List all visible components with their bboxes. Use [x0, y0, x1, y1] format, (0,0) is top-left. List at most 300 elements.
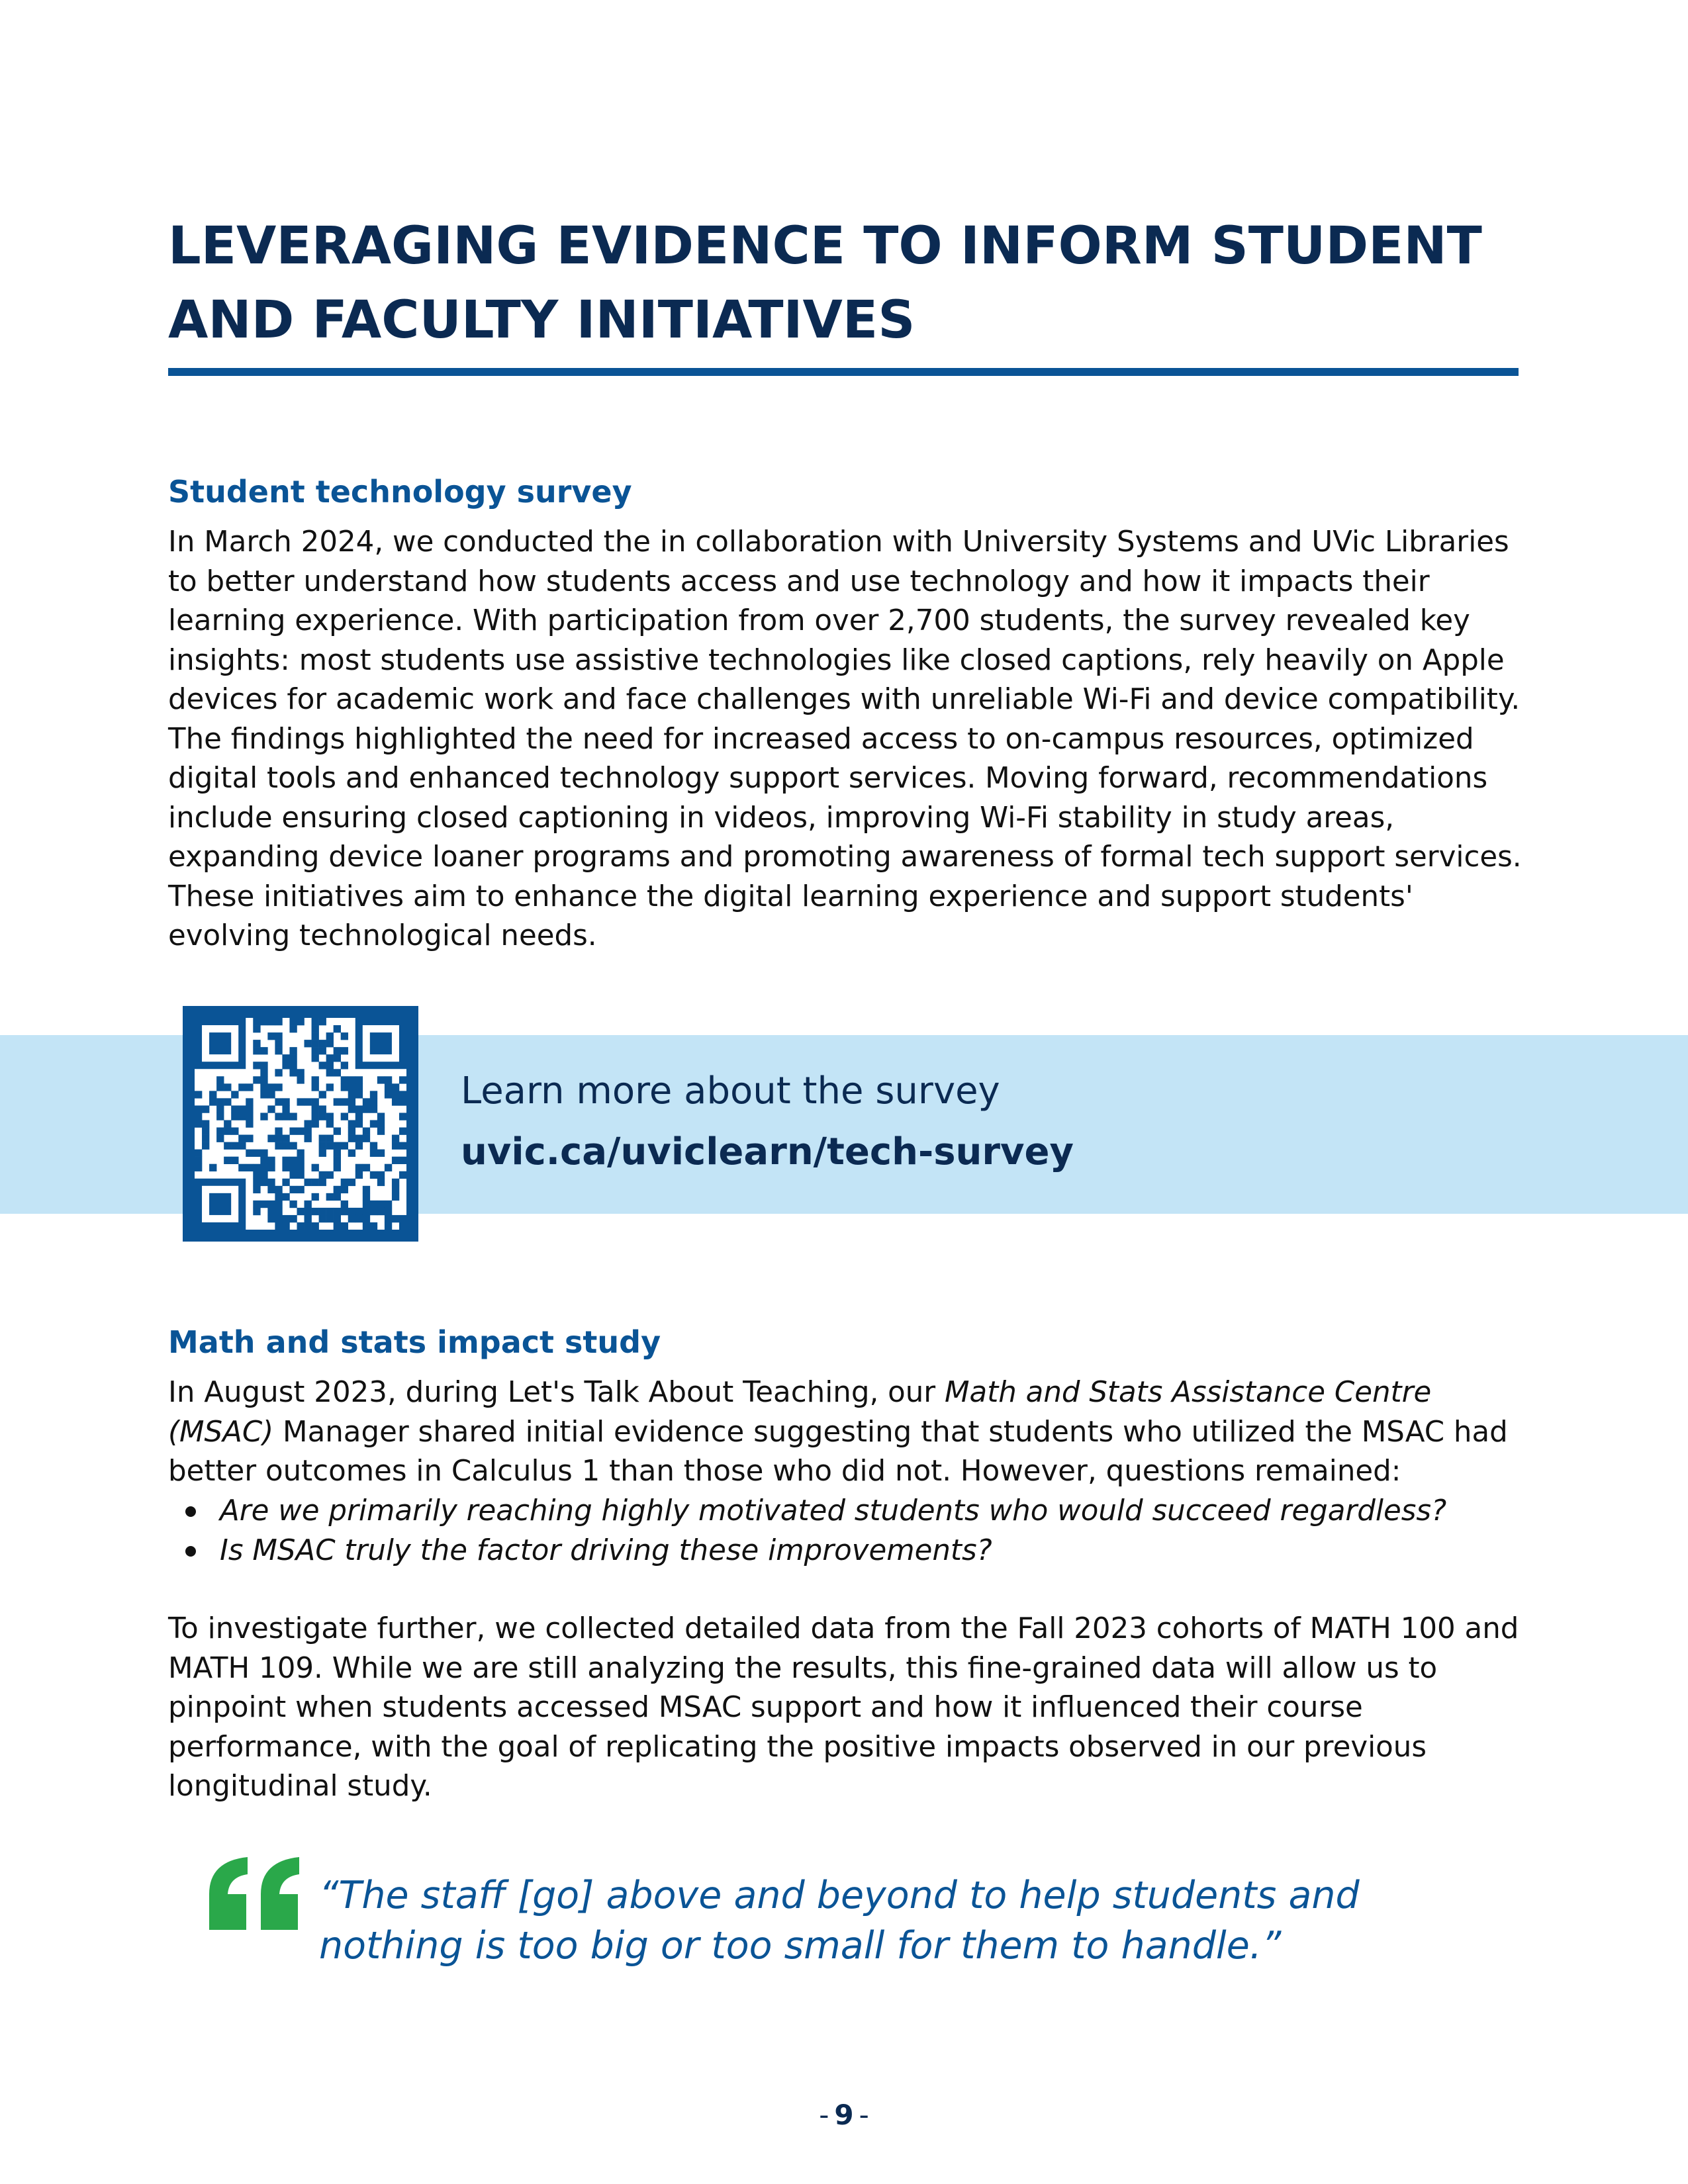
qr-module	[312, 1076, 319, 1083]
qr-module	[195, 1105, 202, 1113]
qr-module	[305, 1222, 312, 1230]
qr-module	[370, 1201, 377, 1208]
qr-module	[246, 1120, 253, 1127]
qr-module	[326, 1171, 334, 1179]
qr-module	[334, 1150, 341, 1157]
qr-module	[334, 1047, 341, 1054]
qr-module	[319, 1113, 326, 1120]
qr-module	[260, 1083, 267, 1091]
qr-module	[267, 1091, 275, 1098]
qr-module	[231, 1113, 238, 1120]
qr-module	[363, 1193, 370, 1201]
qr-module	[392, 1142, 399, 1150]
qr-module	[312, 1105, 319, 1113]
qr-module	[312, 1083, 319, 1091]
qr-module	[355, 1164, 363, 1171]
qr-module	[297, 1164, 304, 1171]
qr-module	[363, 1186, 370, 1193]
qr-module	[275, 1142, 282, 1150]
qr-module	[305, 1098, 312, 1105]
qr-module	[282, 1113, 289, 1120]
qr-module	[231, 1142, 238, 1150]
qr-module	[267, 1215, 275, 1222]
qr-module	[224, 1157, 231, 1164]
qr-module	[334, 1054, 341, 1062]
qr-module	[297, 1208, 304, 1215]
qr-module	[377, 1128, 385, 1135]
qr-module	[341, 1179, 348, 1186]
qr-module	[282, 1164, 289, 1171]
question-text: Are we primarily reaching highly motivated students who would succeed regardless?	[220, 1494, 1447, 1527]
qr-module	[305, 1120, 312, 1127]
qr-module	[334, 1142, 341, 1150]
qr-module	[392, 1098, 399, 1105]
qr-module	[355, 1171, 363, 1179]
qr-module	[238, 1113, 246, 1120]
qr-module	[326, 1113, 334, 1120]
qr-module	[399, 1157, 406, 1164]
qr-module	[399, 1171, 406, 1179]
qr-module	[385, 1201, 392, 1208]
qr-module	[348, 1105, 355, 1113]
qr-module	[377, 1208, 385, 1215]
bullet-icon	[185, 1506, 196, 1517]
callout-label: Learn more about the survey	[461, 1069, 1000, 1113]
qr-module	[282, 1098, 289, 1105]
qr-module	[224, 1128, 231, 1135]
qr-module	[326, 1032, 334, 1040]
qr-module	[224, 1120, 231, 1127]
qr-module	[267, 1179, 275, 1186]
qr-module	[246, 1150, 253, 1157]
qr-module	[399, 1222, 406, 1230]
qr-module	[319, 1135, 326, 1142]
qr-module	[334, 1208, 341, 1215]
testimonial-quote: “The staff [go] above and beyond to help students and nothing is too big or too small for them to handle.”	[319, 1874, 1360, 1968]
qr-module	[312, 1193, 319, 1201]
qr-module	[238, 1164, 246, 1171]
section-heading-tech-survey: Student technology survey	[168, 474, 632, 510]
qr-module	[341, 1032, 348, 1040]
qr-module	[289, 1164, 297, 1171]
qr-module	[355, 1142, 363, 1150]
qr-module	[238, 1135, 246, 1142]
qr-module	[289, 1047, 297, 1054]
qr-module	[275, 1201, 282, 1208]
qr-code-graphic	[195, 1018, 406, 1230]
qr-module	[319, 1142, 326, 1150]
qr-module	[312, 1040, 319, 1047]
qr-module	[341, 1201, 348, 1208]
qr-module	[275, 1018, 282, 1025]
qr-module	[385, 1076, 392, 1083]
qr-module	[370, 1142, 377, 1150]
qr-module	[312, 1113, 319, 1120]
qr-module	[326, 1054, 334, 1062]
qr-module	[253, 1186, 260, 1193]
qr-module	[231, 1128, 238, 1135]
qr-module	[297, 1157, 304, 1164]
qr-module	[216, 1083, 224, 1091]
qr-module	[392, 1157, 399, 1164]
qr-module	[305, 1201, 312, 1208]
qr-module	[289, 1018, 297, 1025]
qr-module	[385, 1091, 392, 1098]
qr-module	[275, 1113, 282, 1120]
qr-module	[370, 1091, 377, 1098]
qr-module	[260, 1076, 267, 1083]
page-title-line-2: AND FACULTY INITIATIVES	[168, 291, 915, 350]
qr-module	[370, 1222, 377, 1230]
qr-module	[289, 1171, 297, 1179]
question-text: Is MSAC truly the factor driving these improvements?	[220, 1533, 992, 1567]
qr-module	[260, 1069, 267, 1076]
qr-module	[282, 1135, 289, 1142]
qr-module	[267, 1105, 275, 1113]
qr-module	[202, 1120, 209, 1127]
qr-module	[253, 1047, 260, 1054]
qr-module	[260, 1091, 267, 1098]
qr-module	[341, 1142, 348, 1150]
qr-module	[289, 1054, 297, 1062]
qr-module	[363, 1135, 370, 1142]
qr-module	[334, 1222, 341, 1230]
qr-module	[312, 1054, 319, 1062]
qr-module	[246, 1164, 253, 1171]
qr-module	[297, 1098, 304, 1105]
qr-module	[392, 1091, 399, 1098]
qr-module	[385, 1222, 392, 1230]
qr-module	[326, 1069, 334, 1076]
qr-module	[326, 1083, 334, 1091]
page-number-dash-left: -	[819, 2099, 829, 2131]
tech-survey-paragraph: In March 2024, we conducted the in collaboration with University Systems and UVic Libraries to better understand how students access and use technology and how it impacts their learning experience. With participation from over 2,700 students, the survey revealed key insights: most students use assistive technologies like closed captions, rely heavily on Apple devices for academic work and face challenges with unreliable Wi-Fi and device compatibility. The findings highlighted the need for increased access to on-campus resources, optimized digital tools and enhanced technology support services. Moving forward, recommendations include ensuring closed captioning in videos, improving Wi-Fi stability in study areas, expanding device loaner programs and promoting awareness of formal tech support services. These initiatives aim to enhance the digital learning experience and support students' evolving technological needs.	[168, 525, 1522, 952]
qr-module	[326, 1193, 334, 1201]
qr-module	[399, 1128, 406, 1135]
qr-module	[392, 1186, 399, 1193]
qr-module	[363, 1215, 370, 1222]
qr-module	[348, 1083, 355, 1091]
qr-module	[253, 1018, 260, 1025]
qr-module	[334, 1128, 341, 1135]
qr-module	[319, 1062, 326, 1069]
qr-module	[267, 1135, 275, 1142]
qr-module	[231, 1157, 238, 1164]
qr-module	[312, 1018, 319, 1025]
qr-module	[355, 1076, 363, 1083]
qr-module	[297, 1069, 304, 1076]
qr-module	[355, 1215, 363, 1222]
qr-module	[260, 1018, 267, 1025]
qr-module	[275, 1193, 282, 1201]
qr-module	[319, 1091, 326, 1098]
qr-module	[363, 1105, 370, 1113]
qr-module	[297, 1128, 304, 1135]
qr-module	[326, 1040, 334, 1047]
qr-module	[297, 1222, 304, 1230]
qr-module	[377, 1113, 385, 1120]
qr-module	[260, 1164, 267, 1171]
qr-module	[341, 1047, 348, 1054]
qr-module	[267, 1032, 275, 1040]
qr-module	[312, 1025, 319, 1032]
qr-module	[319, 1208, 326, 1215]
qr-module	[355, 1120, 363, 1127]
survey-link[interactable]: uvic.ca/uviclearn/tech-survey	[461, 1130, 1074, 1173]
qr-module	[377, 1076, 385, 1083]
qr-module	[253, 1076, 260, 1083]
qr-module	[326, 1215, 334, 1222]
qr-module	[267, 1083, 275, 1091]
qr-module	[348, 1208, 355, 1215]
qr-module	[385, 1208, 392, 1215]
qr-module	[224, 1083, 231, 1091]
qr-module	[195, 1164, 202, 1171]
qr-module	[195, 1091, 202, 1098]
qr-module	[399, 1215, 406, 1222]
qr-module	[282, 1222, 289, 1230]
qr-module	[238, 1105, 246, 1113]
qr-module	[334, 1186, 341, 1193]
qr-module	[319, 1040, 326, 1047]
qr-module	[341, 1098, 348, 1105]
qr-module	[282, 1105, 289, 1113]
qr-module	[275, 1069, 282, 1076]
qr-module	[305, 1128, 312, 1135]
qr-module	[260, 1171, 267, 1179]
qr-module	[275, 1083, 282, 1091]
qr-module	[348, 1179, 355, 1186]
qr-module	[341, 1076, 348, 1083]
qr-module	[253, 1062, 260, 1069]
qr-module	[238, 1142, 246, 1150]
qr-module	[282, 1179, 289, 1186]
list-item	[168, 1531, 1492, 1571]
qr-module	[355, 1105, 363, 1113]
qr-module	[319, 1150, 326, 1157]
qr-module	[246, 1135, 253, 1142]
qr-module	[246, 1113, 253, 1120]
qr-module	[399, 1076, 406, 1083]
qr-module	[392, 1215, 399, 1222]
qr-module	[341, 1062, 348, 1069]
list-item	[168, 1492, 1492, 1531]
qr-module	[253, 1208, 260, 1215]
math-intro-before: In August 2023, during Let's Talk About Teaching, our	[168, 1376, 945, 1409]
qr-module	[253, 1164, 260, 1171]
page-number	[778, 2097, 910, 2134]
qr-module	[377, 1171, 385, 1179]
qr-module	[216, 1113, 224, 1120]
qr-module	[399, 1091, 406, 1098]
qr-module	[312, 1098, 319, 1105]
qr-module	[319, 1018, 326, 1025]
qr-module	[246, 1105, 253, 1113]
qr-module	[202, 1142, 209, 1150]
qr-module	[282, 1157, 289, 1164]
qr-module	[377, 1201, 385, 1208]
qr-module	[341, 1113, 348, 1120]
qr-module	[202, 1135, 209, 1142]
qr-module	[224, 1098, 231, 1105]
qr-finder-pattern	[370, 1032, 392, 1054]
qr-module	[267, 1201, 275, 1208]
qr-module	[305, 1135, 312, 1142]
qr-module	[341, 1222, 348, 1230]
qr-module	[282, 1062, 289, 1069]
bullet-icon	[185, 1546, 196, 1557]
qr-module	[282, 1054, 289, 1062]
qr-module	[312, 1120, 319, 1127]
qr-module	[399, 1098, 406, 1105]
qr-module	[260, 1201, 267, 1208]
qr-module	[282, 1193, 289, 1201]
qr-module	[289, 1069, 297, 1076]
qr-module	[195, 1120, 202, 1127]
qr-module	[202, 1105, 209, 1113]
qr-module	[238, 1083, 246, 1091]
qr-module	[319, 1047, 326, 1054]
qr-module	[370, 1098, 377, 1105]
qr-module	[289, 1142, 297, 1150]
qr-module	[260, 1157, 267, 1164]
qr-module	[297, 1150, 304, 1157]
qr-module	[216, 1105, 224, 1113]
qr-module	[312, 1047, 319, 1054]
qr-module	[392, 1193, 399, 1201]
qr-module	[224, 1142, 231, 1150]
qr-module	[385, 1083, 392, 1091]
qr-module	[253, 1150, 260, 1157]
qr-module	[216, 1098, 224, 1105]
qr-module	[377, 1120, 385, 1127]
question-list	[168, 1492, 1492, 1570]
qr-module	[297, 1076, 304, 1083]
qr-module	[334, 1098, 341, 1105]
qr-module	[312, 1208, 319, 1215]
qr-module	[363, 1098, 370, 1105]
qr-module	[260, 1113, 267, 1120]
qr-module	[231, 1091, 238, 1098]
qr-module	[267, 1018, 275, 1025]
qr-module	[355, 1083, 363, 1091]
qr-module	[341, 1083, 348, 1091]
qr-module	[195, 1113, 202, 1120]
qr-module	[275, 1098, 282, 1105]
qr-module	[319, 1179, 326, 1186]
qr-module	[289, 1113, 297, 1120]
qr-code-icon[interactable]	[183, 1006, 418, 1242]
qr-module	[305, 1215, 312, 1222]
qr-module	[326, 1062, 334, 1069]
qr-module	[341, 1208, 348, 1215]
msac-name: Math and Stats Assistance Centre (MSAC)	[168, 1376, 1432, 1449]
qr-module	[348, 1135, 355, 1142]
qr-module	[305, 1208, 312, 1215]
qr-module	[275, 1047, 282, 1054]
qr-module	[385, 1164, 392, 1171]
qr-module	[260, 1150, 267, 1157]
qr-module	[297, 1018, 304, 1025]
qr-module	[334, 1215, 341, 1222]
qr-module	[334, 1157, 341, 1164]
title-divider	[168, 368, 1519, 376]
qr-module	[253, 1025, 260, 1032]
qr-module	[363, 1164, 370, 1171]
qr-module	[289, 1062, 297, 1069]
qr-module	[289, 1157, 297, 1164]
page-title	[168, 209, 1519, 357]
qr-module	[399, 1142, 406, 1150]
qr-module	[216, 1135, 224, 1142]
qr-module	[319, 1171, 326, 1179]
section-heading-math-study: Math and stats impact study	[168, 1324, 661, 1360]
qr-module	[275, 1040, 282, 1047]
page-number-dash-right: -	[859, 2099, 869, 2131]
qr-module	[282, 1215, 289, 1222]
qr-module	[289, 1025, 297, 1032]
qr-module	[348, 1076, 355, 1083]
qr-module	[348, 1215, 355, 1222]
qr-module	[355, 1113, 363, 1120]
qr-module	[282, 1142, 289, 1150]
qr-module	[275, 1135, 282, 1142]
qr-module	[319, 1105, 326, 1113]
qr-module	[305, 1040, 312, 1047]
qr-module	[363, 1208, 370, 1215]
qr-module	[348, 1098, 355, 1105]
qr-module	[341, 1186, 348, 1193]
qr-module	[246, 1098, 253, 1105]
qr-module	[267, 1157, 275, 1164]
qr-module	[363, 1201, 370, 1208]
qr-module	[370, 1120, 377, 1127]
qr-module	[305, 1179, 312, 1186]
math-intro-after: Manager shared initial evidence suggesting that students who utilized the MSAC had better outcomes in Calculus 1 than those who did not. However, questions remained:	[168, 1415, 1508, 1488]
qr-module	[297, 1171, 304, 1179]
qr-module	[275, 1222, 282, 1230]
qr-module	[231, 1105, 238, 1113]
qr-module	[260, 1179, 267, 1186]
qr-module	[326, 1135, 334, 1142]
qr-module	[363, 1222, 370, 1230]
qr-module	[399, 1113, 406, 1120]
qr-module	[392, 1179, 399, 1186]
qr-module	[209, 1098, 216, 1105]
qr-finder-pattern	[209, 1193, 231, 1215]
math-study-intro	[168, 1373, 1525, 1492]
qr-module	[312, 1179, 319, 1186]
qr-module	[275, 1215, 282, 1222]
qr-module	[260, 1062, 267, 1069]
qr-module	[348, 1091, 355, 1098]
qr-module	[326, 1208, 334, 1215]
qr-module	[297, 1186, 304, 1193]
qr-module	[202, 1128, 209, 1135]
qr-module	[275, 1208, 282, 1215]
qr-module	[377, 1150, 385, 1157]
qr-module	[355, 1135, 363, 1142]
qr-module	[370, 1171, 377, 1179]
qr-module	[312, 1032, 319, 1040]
qr-module	[289, 1215, 297, 1222]
qr-module	[209, 1091, 216, 1098]
qr-module	[275, 1186, 282, 1193]
qr-module	[253, 1040, 260, 1047]
qr-finder-pattern	[209, 1032, 231, 1054]
qr-module	[370, 1208, 377, 1215]
qr-module	[209, 1164, 216, 1171]
